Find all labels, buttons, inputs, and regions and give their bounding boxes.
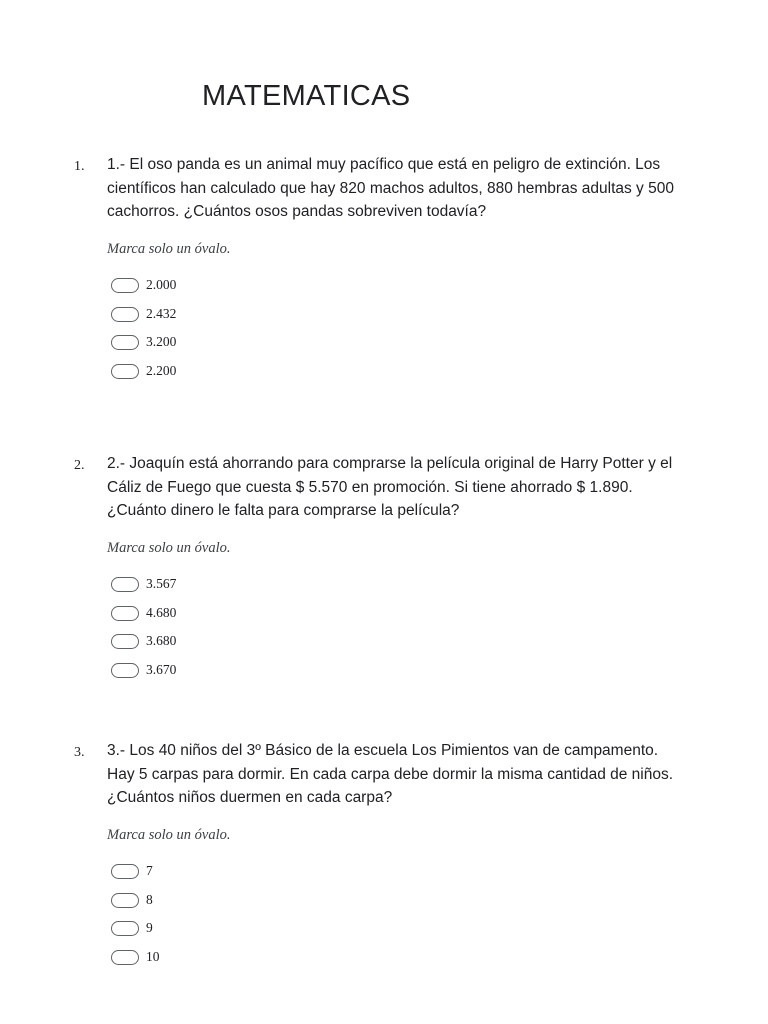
question-hint: Marca solo un óvalo. — [107, 540, 231, 556]
option-label: 3.200 — [146, 334, 177, 349]
option-label: 7 — [146, 863, 153, 878]
option-label: 3.680 — [146, 633, 177, 648]
radio-oval[interactable] — [111, 663, 139, 678]
option-label: 2.432 — [146, 305, 177, 321]
radio-oval[interactable] — [111, 921, 139, 936]
question-number: 2. — [74, 458, 85, 473]
page-title: MATEMATICAS — [202, 80, 411, 112]
option-label: 3.670 — [146, 661, 177, 677]
question-text: 2.- Joaquín está ahorrando para comprarse la película original de Harry Potter y el Cáliz de Fuego que cuesta $ 5.570 en promoción. Si tiene ahorrado $ 1.890. ¿Cuánto dinero le falta para comprarse la película? — [107, 455, 673, 519]
option-label: 2.000 — [146, 277, 177, 292]
radio-oval[interactable] — [111, 278, 139, 293]
question-number: 3. — [74, 745, 85, 760]
radio-oval[interactable] — [111, 893, 139, 908]
option-label: 2.200 — [146, 362, 177, 378]
radio-oval[interactable] — [111, 577, 139, 592]
option-label: 10 — [146, 948, 160, 964]
radio-oval[interactable] — [111, 307, 139, 322]
radio-oval[interactable] — [111, 335, 139, 350]
question-text: 3.- Los 40 niños del 3º Básico de la escuela Los Pimientos van de campamento. Hay 5 carpas para dormir. En cada carpa debe dormir la misma cantidad de niños. ¿Cuántos niños duermen en cada carpa? — [107, 742, 674, 806]
option-label: 9 — [146, 920, 153, 935]
radio-oval[interactable] — [111, 606, 139, 621]
question-text: 1.- El oso panda es un animal muy pacífico que está en peligro de extinción. Los científicos han calculado que hay 820 machos adultos, 880 hembras adultas y 500 cachorros. ¿Cuántos osos pandas sobreviven todavía? — [107, 156, 674, 220]
radio-oval[interactable] — [111, 634, 139, 649]
option-label: 4.680 — [146, 604, 177, 620]
option-label: 3.567 — [146, 576, 177, 591]
option-label: 8 — [146, 891, 153, 907]
question-hint: Marca solo un óvalo. — [107, 241, 231, 257]
question-hint: Marca solo un óvalo. — [107, 827, 231, 843]
radio-oval[interactable] — [111, 364, 139, 379]
radio-oval[interactable] — [111, 950, 139, 965]
question-number: 1. — [74, 159, 85, 174]
radio-oval[interactable] — [111, 864, 139, 879]
